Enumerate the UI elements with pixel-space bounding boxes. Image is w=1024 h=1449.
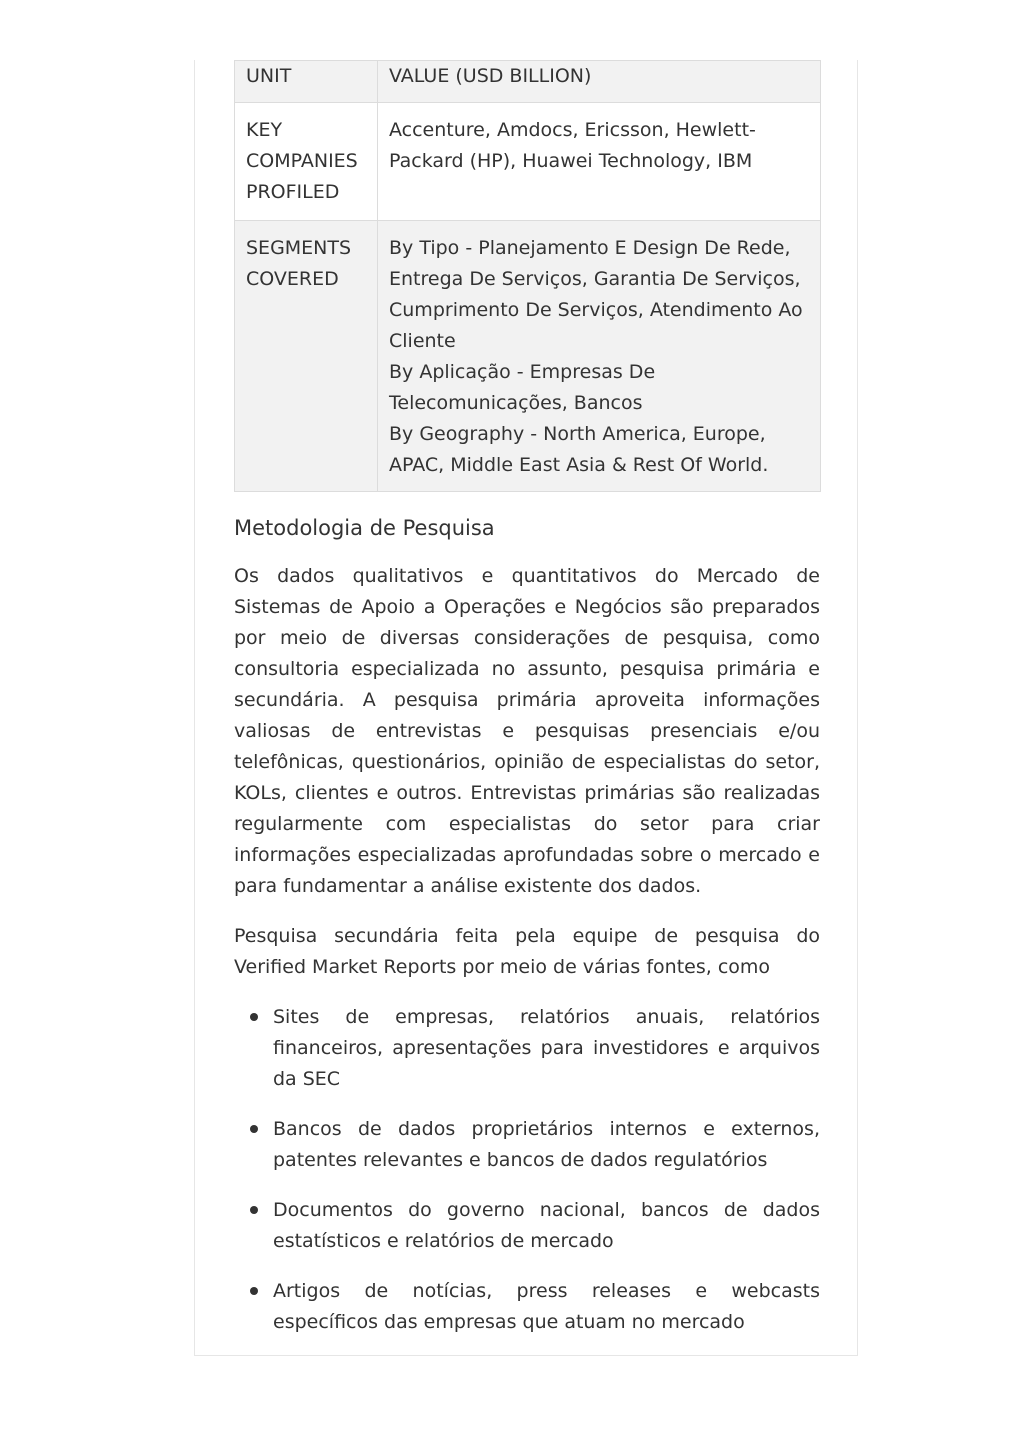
table-row — [235, 61, 821, 103]
list-item — [234, 1114, 820, 1176]
list-item-text: Bancos de dados proprietários internos e externos, patentes relevantes e bancos de dados regulatórios — [273, 1118, 820, 1171]
table-row — [235, 221, 821, 492]
methodology-paragraph: Os dados qualitativos e quantitativos do Mercado de Sistemas de Apoio a Operações e Negócios são preparados por meio de diversas considerações de pesquisa, como consultoria especializada no assunto, pesquisa primária e secundária. A pesquisa primária aproveita informações valiosas de entrevistas e pesquisas presenciais e/ou telefônicas, questionários, opinião de especialistas do setor, KOLs, clientes e outros. Entrevistas primárias são realizadas regularmente com especialistas do setor para criar informações especializadas aprofundadas sobre o mercado e para fundamentar a análise existente dos dados. — [234, 565, 820, 897]
bullet-icon — [250, 1013, 258, 1021]
row-label-segments: SEGMENTS COVERED — [235, 221, 378, 492]
segment-by-geography: By Geography - North America, Europe, APAC, Middle East Asia & Rest Of World. — [389, 423, 769, 476]
list-item-text: Documentos do governo nacional, bancos de dados estatísticos e relatórios de mercado — [273, 1199, 820, 1252]
report-specs-table — [234, 60, 821, 492]
section-heading: Metodologia de Pesquisa — [234, 516, 495, 540]
secondary-research-paragraph: Pesquisa secundária feita pela equipe de pesquisa do Verified Market Reports por meio de várias fontes, como — [234, 925, 820, 978]
list-item-text: Sites de empresas, relatórios anuais, relatórios financeiros, apresentações para investidores e arquivos da SEC — [273, 1006, 820, 1090]
list-item-text: Artigos de notícias, press releases e webcasts específicos das empresas que atuam no mercado — [273, 1280, 820, 1333]
sources-list — [234, 1002, 820, 1338]
row-value-unit — [378, 61, 821, 103]
list-item — [234, 1195, 820, 1257]
list-item — [234, 1276, 820, 1338]
report-content — [234, 60, 820, 1357]
row-value-key-companies — [378, 103, 821, 221]
segment-by-type: By Tipo - Planejamento E Design De Rede, Entrega De Serviços, Garantia De Serviços, Cumprimento De Serviços, Atendimento Ao Cliente — [389, 237, 803, 352]
bullet-icon — [250, 1287, 258, 1295]
value-line: Accenture, Amdocs, Ericsson, Hewlett-Packard (HP), Huawei Technology, IBM — [389, 119, 756, 172]
table-row — [235, 103, 821, 221]
row-value-segments — [378, 221, 821, 492]
segment-by-application: By Aplicação - Empresas De Telecomunicações, Bancos — [389, 361, 656, 414]
list-item — [234, 1002, 820, 1095]
report-card — [194, 60, 858, 1356]
bullet-icon — [250, 1206, 258, 1214]
bullet-icon — [250, 1125, 258, 1133]
row-label-key-companies: KEY COMPANIES PROFILED — [235, 103, 378, 221]
value-line: VALUE (USD BILLION) — [389, 65, 592, 87]
row-label-unit: UNIT — [235, 61, 378, 103]
